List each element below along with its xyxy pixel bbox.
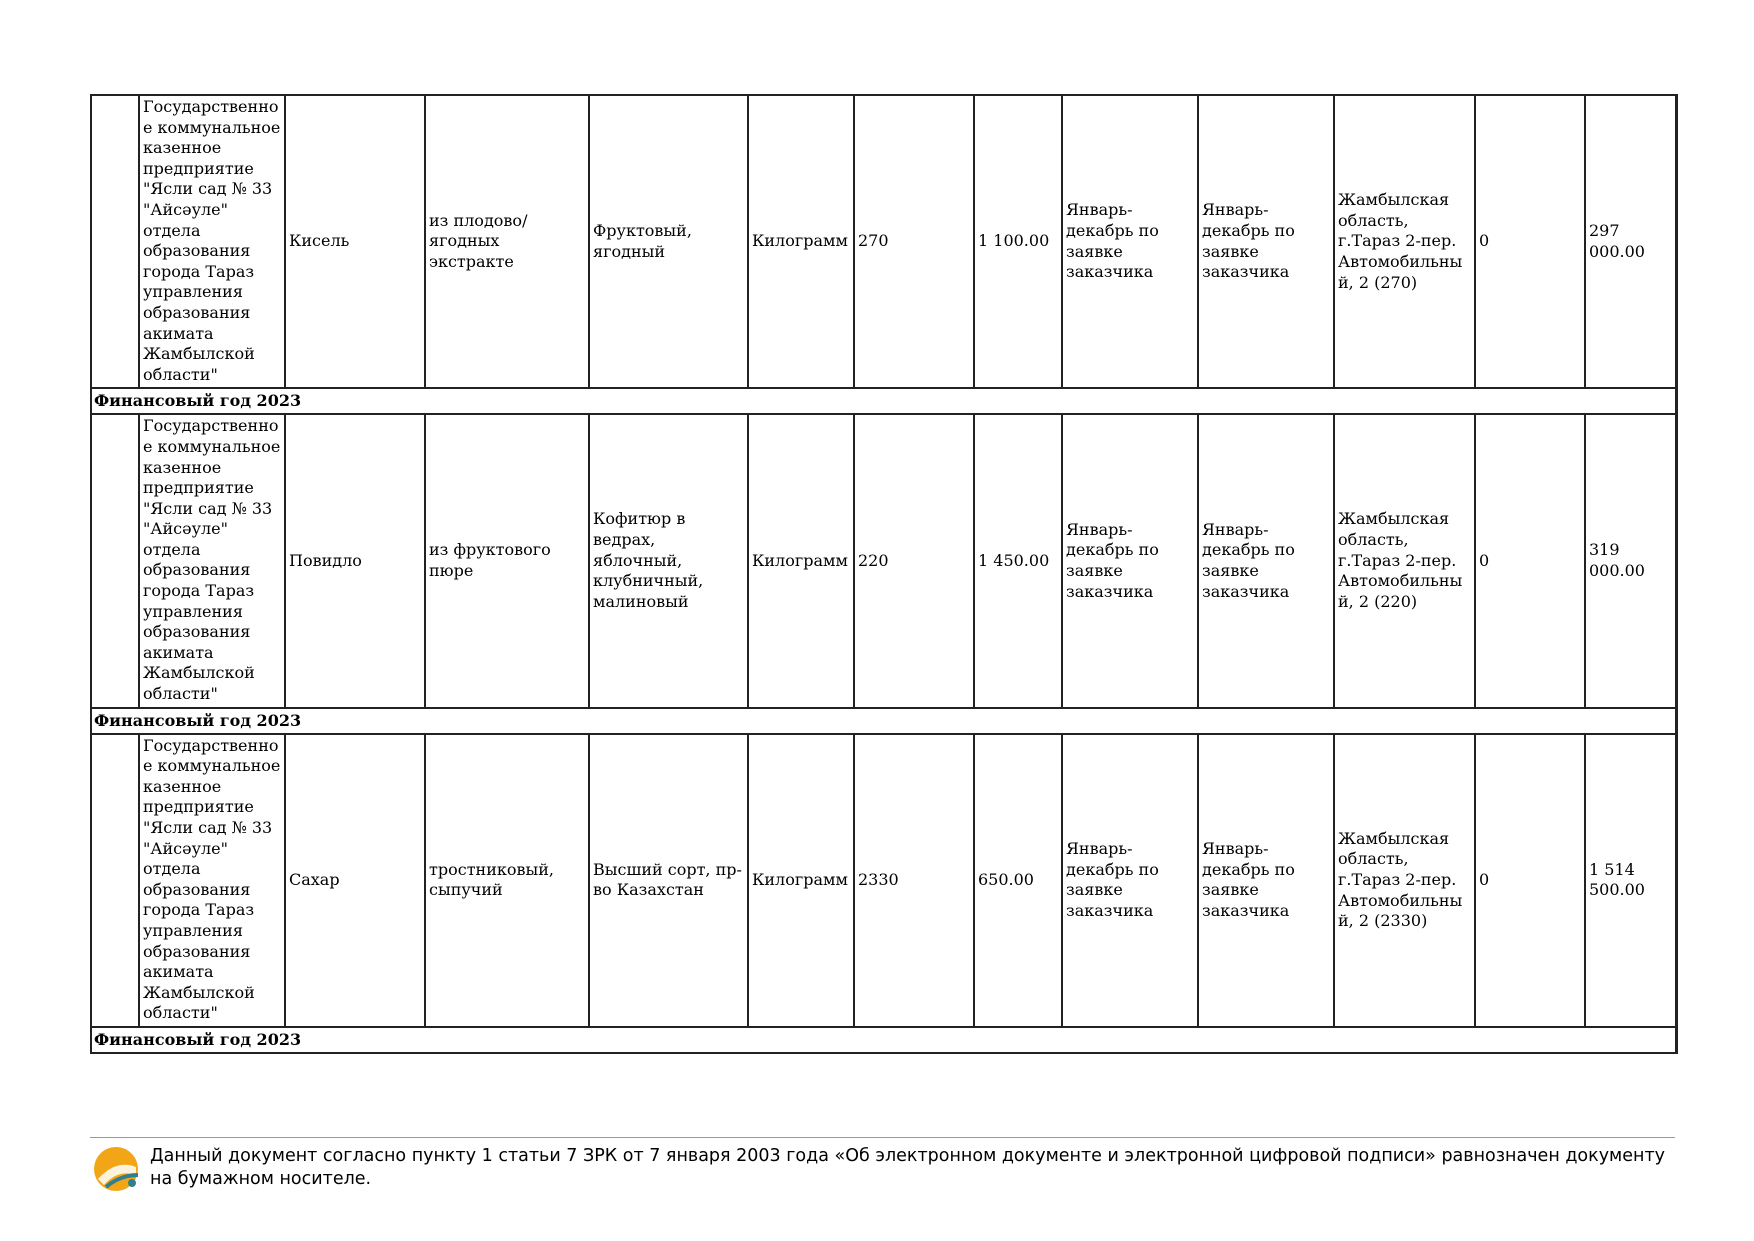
delivery-term-cell: Январь-декабрь по заявке заказчика <box>1062 95 1198 388</box>
delivery-term-cell: Январь-декабрь по заявке заказчика <box>1198 95 1334 388</box>
legal-notice-text: Данный документ согласно пункту 1 статьи 7 ЗРК от 7 января 2003 года «Об электронном документе и электронной цифровой подписи» равнозначен документу на бумажном носителе. <box>150 1146 1666 1189</box>
financial-year-label: Финансовый год 2023 <box>91 708 1676 734</box>
financial-year-label: Финансовый год 2023 <box>91 1027 1676 1053</box>
financial-year-label: Финансовый год 2023 <box>91 388 1676 414</box>
delivery-term-cell: Январь-декабрь по заявке заказчика <box>1198 734 1334 1027</box>
delivery-place-cell: Жамбылская область, г.Тараз 2-пер. Автомобильный, 2 (2330) <box>1334 734 1475 1027</box>
quantity-cell: 220 <box>854 414 974 707</box>
financial-year-row <box>91 708 1676 734</box>
advance-cell: 0 <box>1475 734 1585 1027</box>
short-description-cell: тростниковый, сыпучий <box>425 734 589 1027</box>
delivery-term-cell: Январь-декабрь по заявке заказчика <box>1062 734 1198 1027</box>
delivery-term-cell: Январь-декабрь по заявке заказчика <box>1062 414 1198 707</box>
item-name-cell: Кисель <box>285 95 425 388</box>
advance-cell: 0 <box>1475 414 1585 707</box>
unit-price-cell: 1 100.00 <box>974 95 1062 388</box>
financial-year-row <box>91 1027 1676 1053</box>
extra-description-cell: Кофитюр в ведрах, яблочный, клубничный, малиновый <box>589 414 748 707</box>
unit-cell: Килограмм <box>748 414 854 707</box>
financial-year-row <box>91 388 1676 414</box>
short-description-cell: из фруктового пюре <box>425 414 589 707</box>
row-number-cell <box>91 734 139 1027</box>
table-row <box>91 734 1676 1027</box>
quantity-cell: 2330 <box>854 734 974 1027</box>
unit-price-cell: 650.00 <box>974 734 1062 1027</box>
quantity-cell: 270 <box>854 95 974 388</box>
row-number-cell <box>91 414 139 707</box>
total-sum-cell: 1 514 500.00 <box>1585 734 1676 1027</box>
delivery-place-cell: Жамбылская область, г.Тараз 2-пер. Автомобильный, 2 (270) <box>1334 95 1475 388</box>
footer <box>90 1137 1675 1191</box>
plan-table-body <box>91 95 1676 1053</box>
extra-description-cell: Высший сорт, пр-во Казахстан <box>589 734 748 1027</box>
customer-org-cell: Государственное коммунальное казенное предприятие "Ясли сад № 33 "Айсәуле" отдела образования города Тараз управления образования акимата Жамбылской области" <box>139 95 285 388</box>
short-description-cell: из плодово/ ягодных экстракте <box>425 95 589 388</box>
total-sum-cell: 319 000.00 <box>1585 414 1676 707</box>
egov-sun-logo-icon <box>92 1145 140 1193</box>
row-number-cell <box>91 95 139 388</box>
table-row <box>91 95 1676 388</box>
delivery-term-cell: Январь-декабрь по заявке заказчика <box>1198 414 1334 707</box>
customer-org-cell: Государственное коммунальное казенное предприятие "Ясли сад № 33 "Айсәуле" отдела образования города Тараз управления образования акимата Жамбылской области" <box>139 414 285 707</box>
unit-price-cell: 1 450.00 <box>974 414 1062 707</box>
total-sum-cell: 297 000.00 <box>1585 95 1676 388</box>
customer-org-cell: Государственное коммунальное казенное предприятие "Ясли сад № 33 "Айсәуле" отдела образования города Тараз управления образования акимата Жамбылской области" <box>139 734 285 1027</box>
table-row <box>91 414 1676 707</box>
procurement-plan-sheet <box>90 94 1675 1054</box>
advance-cell: 0 <box>1475 95 1585 388</box>
extra-description-cell: Фруктовый, ягодный <box>589 95 748 388</box>
item-name-cell: Сахар <box>285 734 425 1027</box>
delivery-place-cell: Жамбылская область, г.Тараз 2-пер. Автомобильный, 2 (220) <box>1334 414 1475 707</box>
procurement-plan-table <box>90 94 1678 1054</box>
item-name-cell: Повидло <box>285 414 425 707</box>
unit-cell: Килограмм <box>748 734 854 1027</box>
unit-cell: Килограмм <box>748 95 854 388</box>
